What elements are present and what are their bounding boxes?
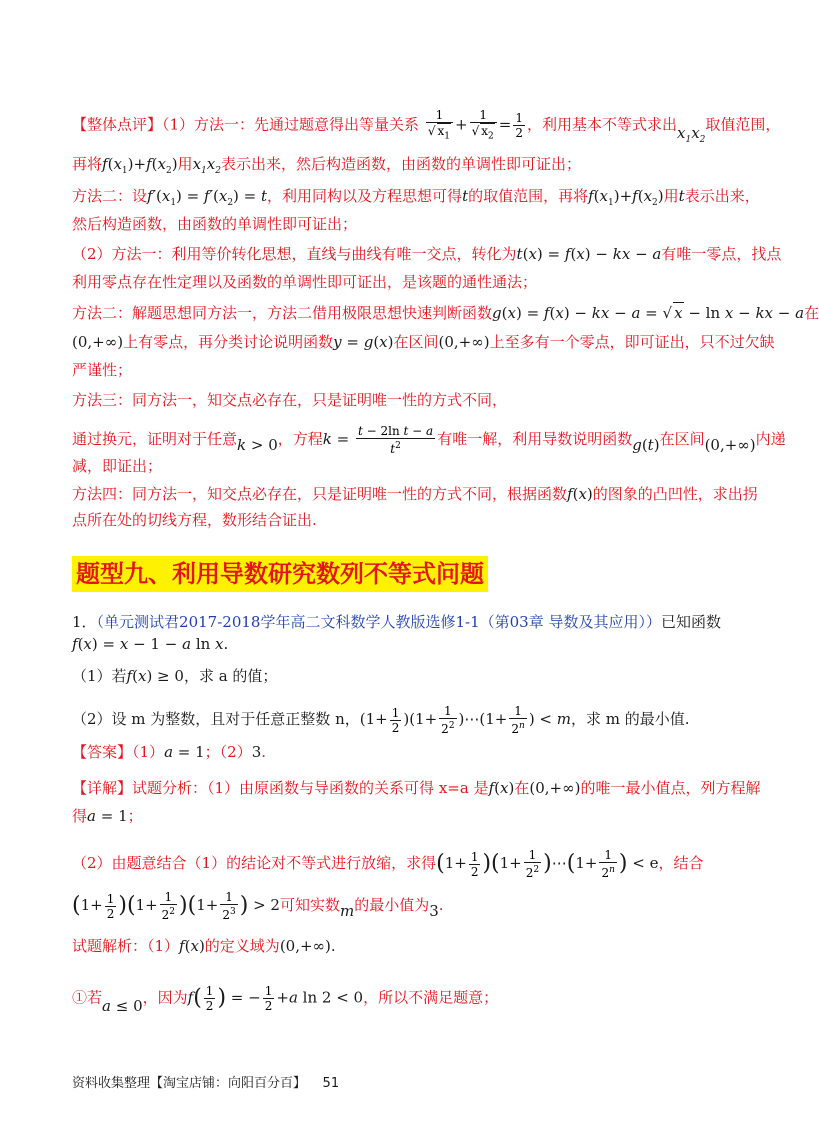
detail-text: 试题分析：（1）由原函数与导函数的关系可得 x=a 是 xyxy=(132,779,489,797)
review-text: 再将 xyxy=(72,155,103,173)
formula-fraction: $\frac{1}{2^2}$ xyxy=(441,704,455,736)
review-line-3: 方法二：设$f'(x_1) = f'(x_2) = t$，利用同构以及方程思想可得t的取值范围，再将$f(x_1)+f(x_2)$用t表示出来， xyxy=(72,187,760,208)
review-line-7: 方法二：解题思想同方法一，方法二借用极限思想快速判断函数g(x) = f(x) − kx − a = √ x − ln x − kx − a在 xyxy=(72,304,819,322)
review-text: 的图象的凸凹性，求出拐 xyxy=(592,485,758,503)
problem-line-2: f(x) = x − 1 − a ln x. xyxy=(72,635,229,653)
detail-line-4: (1+ $\frac{1}{2}$ )(1+ $\frac{1}{2^2}$ )(1+ $\frac{1}{2^3}$ ) > 2可知实数m的最小值为3. xyxy=(72,890,444,922)
detail-line-5: 试题解析：（1）f(x)的定义域为(0,+∞). xyxy=(72,937,336,955)
detail-text: 得 xyxy=(72,807,88,825)
review-text: 上有零点，再分类讨论说明函数 xyxy=(123,333,334,351)
question-text: （1）若 xyxy=(72,667,127,685)
detail-text: 试题解析：（1） xyxy=(72,937,180,955)
detail-line-2: 得a = 1； xyxy=(72,807,143,825)
review-text: 的取值范围，再将 xyxy=(468,187,589,205)
review-line-10: 方法三：同方法一，知交点必存在，只是证明唯一性的方式不同， xyxy=(72,391,508,409)
problem-line-1 xyxy=(72,612,721,632)
formula-fraction: $\frac{1}{2}$ xyxy=(106,891,115,921)
review-text: （1）方法一：先通过题意得出等量关系 xyxy=(162,115,420,134)
formula-fraction: $\frac{1}{2}$ xyxy=(391,705,400,735)
review-line-9: 严谨性； xyxy=(72,361,133,379)
review-line-8: (0,+∞)上有零点，再分类讨论说明函数y = g(x)在区间(0,+∞)上至多有一个零点，即可证出，只不过欠缺 xyxy=(72,333,775,351)
review-line-11: 通过换元，证明对于任意k > 0，方程k = $\frac{\text{t − 2ln t − a}}{t^2}$ 有唯一解，利用导数说明函数g(t)在区间(0,+∞)内递 xyxy=(72,424,786,456)
detail-value: 3 xyxy=(429,902,439,920)
review-text: 在 xyxy=(804,304,819,322)
review-line-2: 再将$f(x_1)+f(x_2)$用$x_1x_2$表示出来，然后构造函数，由函数的单调性即可证出； xyxy=(72,155,581,176)
detail-text: 在 xyxy=(514,779,530,797)
formula-fraction: $\frac{1}{2^2}$ xyxy=(161,890,176,922)
detail-text: ，因为 xyxy=(142,988,188,1007)
detail-tag: 【详解】 xyxy=(72,779,133,797)
problem-intro: 已知函数 xyxy=(660,613,721,631)
formula-fraction: $\frac{1}{2}$ xyxy=(205,984,214,1013)
formula-fraction: $\frac{1}{2}$ xyxy=(470,849,479,879)
question-text: ，求 a 的值； xyxy=(183,667,278,685)
review-line-1: 【整体点评】（1）方法一：先通过题意得出等量关系 $\frac{1}{√ x_1}$ + $\frac{1}{√ x_2}$ = $\frac{1}{2}$ ，利用基本不等式求出$x_1x_2$取值范围， xyxy=(72,108,781,145)
review-text: 方法二：解题思想同方法一，方法二借用极限思想快速判断函数 xyxy=(72,304,493,322)
review-text: （2）方法一：利用等价转化思想，直线与曲线有唯一交点，转化为 xyxy=(72,245,517,263)
answer-text: （1） xyxy=(132,743,165,761)
review-text: ，利用同构以及方程思想可得 xyxy=(267,187,463,205)
page-footer xyxy=(72,1072,339,1091)
answer-line: 【答案】（1）a = 1；（2）3. xyxy=(72,743,267,761)
problem-q1: （1）若f(x) ≥ 0，求 a 的值； xyxy=(72,667,278,685)
footer-text: 资料收集整理【淘宝店铺：向阳百分百】 xyxy=(72,1076,307,1091)
formula-fraction: $\frac{1}{2^n}$ xyxy=(511,704,525,736)
detail-text: ，结合 xyxy=(658,854,704,872)
page-number: 51 xyxy=(322,1076,340,1091)
problem-number: 1． xyxy=(72,613,97,631)
problem-q2: （2）设 m 为整数，且对于任意正整数 n，(1+ $\frac{1}{2}$ )(1+ $\frac{1}{2^2}$ )⋯(1+ $\frac{1}{2^n}$ ) < m，求 m 的最小值. xyxy=(72,704,690,736)
detail-text: （2）由题意结合（1）的结论对不等式进行放缩，求得 xyxy=(72,854,437,872)
detail-text: 可知实数 xyxy=(279,896,340,914)
formula-fraction: $\frac{1}{2^3}$ xyxy=(222,890,236,922)
question-text: ，求 m 的最小值. xyxy=(571,710,690,728)
review-text: 表示出来， xyxy=(684,187,760,205)
review-text: ，利用基本不等式求出 xyxy=(526,115,677,134)
review-text: 表示出来，然后构造函数，由函数的单调性即可证出； xyxy=(220,155,581,173)
review-line-4: 然后构造函数，由函数的单调性即可证出； xyxy=(72,215,358,233)
detail-text: ； xyxy=(127,807,143,825)
review-line-14: 点所在处的切线方程，数形结合证出. xyxy=(72,511,317,529)
formula-fraction: $\frac{1}{2^n}$ xyxy=(601,848,615,880)
detail-text: 的定义域为 xyxy=(204,937,280,955)
formula-fraction: $\frac{1}{√ x_1}$ xyxy=(426,108,453,143)
detail-line-6: ①若a ≤ 0，因为f( $\frac{1}{2}$ ) = − $\frac{1}{2}$ +a ln 2 < 0，所以不满足题意； xyxy=(72,984,499,1015)
formula-fraction: $\frac{1}{2}$ xyxy=(515,111,523,141)
answer-value: 3 xyxy=(251,743,262,761)
review-text: 方法四：同方法一，知交点必存在，只是证明唯一性的方式不同，根据函数 xyxy=(72,485,568,503)
review-text: 在区间 xyxy=(659,430,705,448)
formula-fraction: $\frac{1}{2}$ xyxy=(264,984,273,1013)
review-text: 在区间 xyxy=(393,333,439,351)
review-line-12: 减，即证出； xyxy=(72,457,163,475)
answer-text: . xyxy=(261,743,267,761)
review-text: 方法二：设 xyxy=(72,187,148,205)
review-text: ，方程 xyxy=(277,430,323,448)
review-text: 通过换元，证明对于任意 xyxy=(72,430,238,448)
formula-fraction: $\frac{1}{√ x_2}$ xyxy=(470,108,497,143)
formula-fraction: $\frac{\text{t − 2ln t − a}}{t^2}$ xyxy=(357,424,434,456)
answer-tag: 【答案】 xyxy=(72,743,133,761)
detail-line-1: 【详解】试题分析：（1）由原函数与导函数的关系可得 x=a 是f(x)在(0,+∞)的唯一最小值点，列方程解 xyxy=(72,779,761,797)
detail-text: 的唯一最小值点，列方程解 xyxy=(580,779,761,797)
question-text: （2）设 m 为整数，且对于任意正整数 n， xyxy=(72,710,360,728)
section-heading: 题型九、利用导数研究数列不等式问题 xyxy=(72,556,488,592)
review-line-13: 方法四：同方法一，知交点必存在，只是证明唯一性的方式不同，根据函数f(x)的图象的凸凹性，求出拐 xyxy=(72,485,758,503)
detail-line-3: （2）由题意结合（1）的结论对不等式进行放缩，求得(1+ $\frac{1}{2}$ )(1+ $\frac{1}{2^2}$ )⋯(1+ $\frac{1}{2^n}$ ) < e，结合 xyxy=(72,848,704,880)
detail-text: . xyxy=(438,896,444,914)
review-text: 有唯一解，利用导数说明函数 xyxy=(437,430,633,448)
review-tag: 【整体点评】 xyxy=(72,115,163,134)
review-text: 有唯一零点，找点 xyxy=(661,245,782,263)
answer-text: ；（2） xyxy=(204,743,252,761)
formula-fraction: $\frac{1}{2^2}$ xyxy=(525,848,540,880)
review-line-6: 利用零点存在性定理以及函数的单调性即可证出，是该题的通性通法； xyxy=(72,273,538,291)
review-text: 上至多有一个零点，即可证出，只不过欠缺 xyxy=(489,333,775,351)
review-text: 用 xyxy=(177,155,193,173)
review-text: 用 xyxy=(663,187,679,205)
detail-text: ①若 xyxy=(72,988,103,1007)
problem-source: （单元测试君2017-2018学年高二文科数学人教版选修1-1（第03章 导数及其应用）） xyxy=(96,613,661,631)
detail-text: 的最小值为 xyxy=(354,896,430,914)
review-text: 取值范围， xyxy=(705,115,781,134)
review-text: 内递 xyxy=(755,430,786,448)
detail-text: ，所以不满足题意； xyxy=(363,988,499,1007)
review-line-5: （2）方法一：利用等价转化思想，直线与曲线有唯一交点，转化为t(x) = f(x) − kx − a有唯一零点，找点 xyxy=(72,245,782,263)
